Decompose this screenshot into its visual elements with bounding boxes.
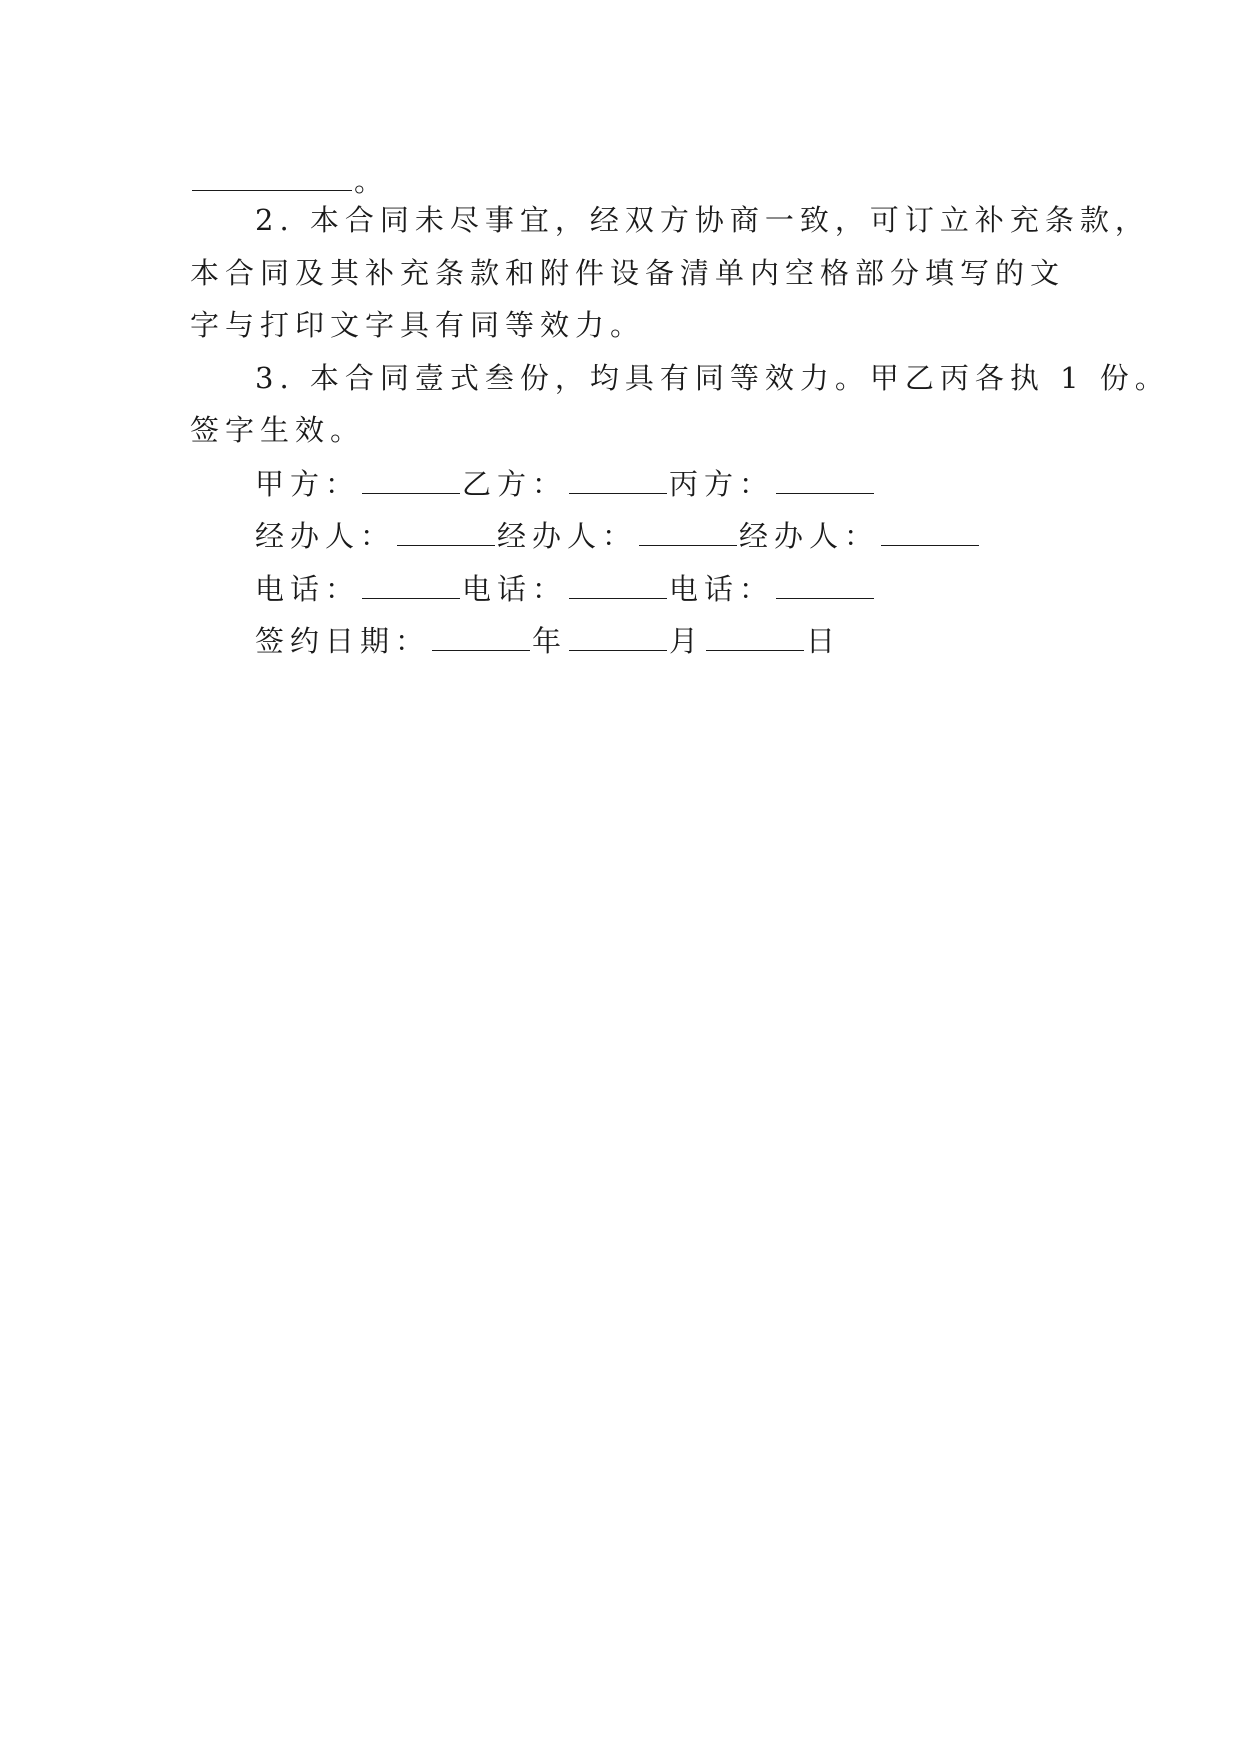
agent-c-blank [881,515,979,546]
phone-a-label: 电话： [255,572,361,606]
clause-3-line-2: 签字生效。 [190,413,366,447]
agent-b-blank [639,515,737,546]
party-b-label: 乙方： [462,467,568,501]
day-label: 日 [806,624,842,658]
signature-party-row [255,463,876,504]
blank-line [192,160,352,191]
party-a-blank [362,463,460,494]
day-blank [706,620,804,651]
year-label: 年 [532,624,568,658]
agent-a-label: 经办人： [255,519,396,553]
month-blank [569,620,667,651]
date-label: 签约日期： [255,624,431,658]
clause-1-tail [190,160,389,201]
phone-b-blank [569,568,667,599]
phone-b-label: 电话： [462,572,568,606]
clause-2-line-1: 2. 本合同未尽事宜，经双方协商一致，可订立补充条款， [255,203,1150,237]
signing-date-row [255,620,841,661]
agent-c-label: 经办人： [739,519,880,553]
party-b-blank [569,463,667,494]
month-label: 月 [669,624,705,658]
party-c-label: 丙方： [669,467,775,501]
phone-a-blank [362,568,460,599]
agent-a-blank [397,515,495,546]
clause-3-line-1: 3. 本合同壹式叁份，均具有同等效力。甲乙丙各执 1 份。 [255,361,1170,395]
signature-agent-row [255,515,981,556]
clause-2-line-3: 字与打印文字具有同等效力。 [190,308,646,342]
clause-1-suffix: 。 [354,164,390,198]
party-c-blank [776,463,874,494]
year-blank [432,620,530,651]
clause-2-line-2: 本合同及其补充条款和附件设备清单内空格部分填写的文 [190,256,1066,290]
phone-c-label: 电话： [669,572,775,606]
signature-phone-row [255,568,876,609]
agent-b-label: 经办人： [497,519,638,553]
party-a-label: 甲方： [255,467,361,501]
phone-c-blank [776,568,874,599]
